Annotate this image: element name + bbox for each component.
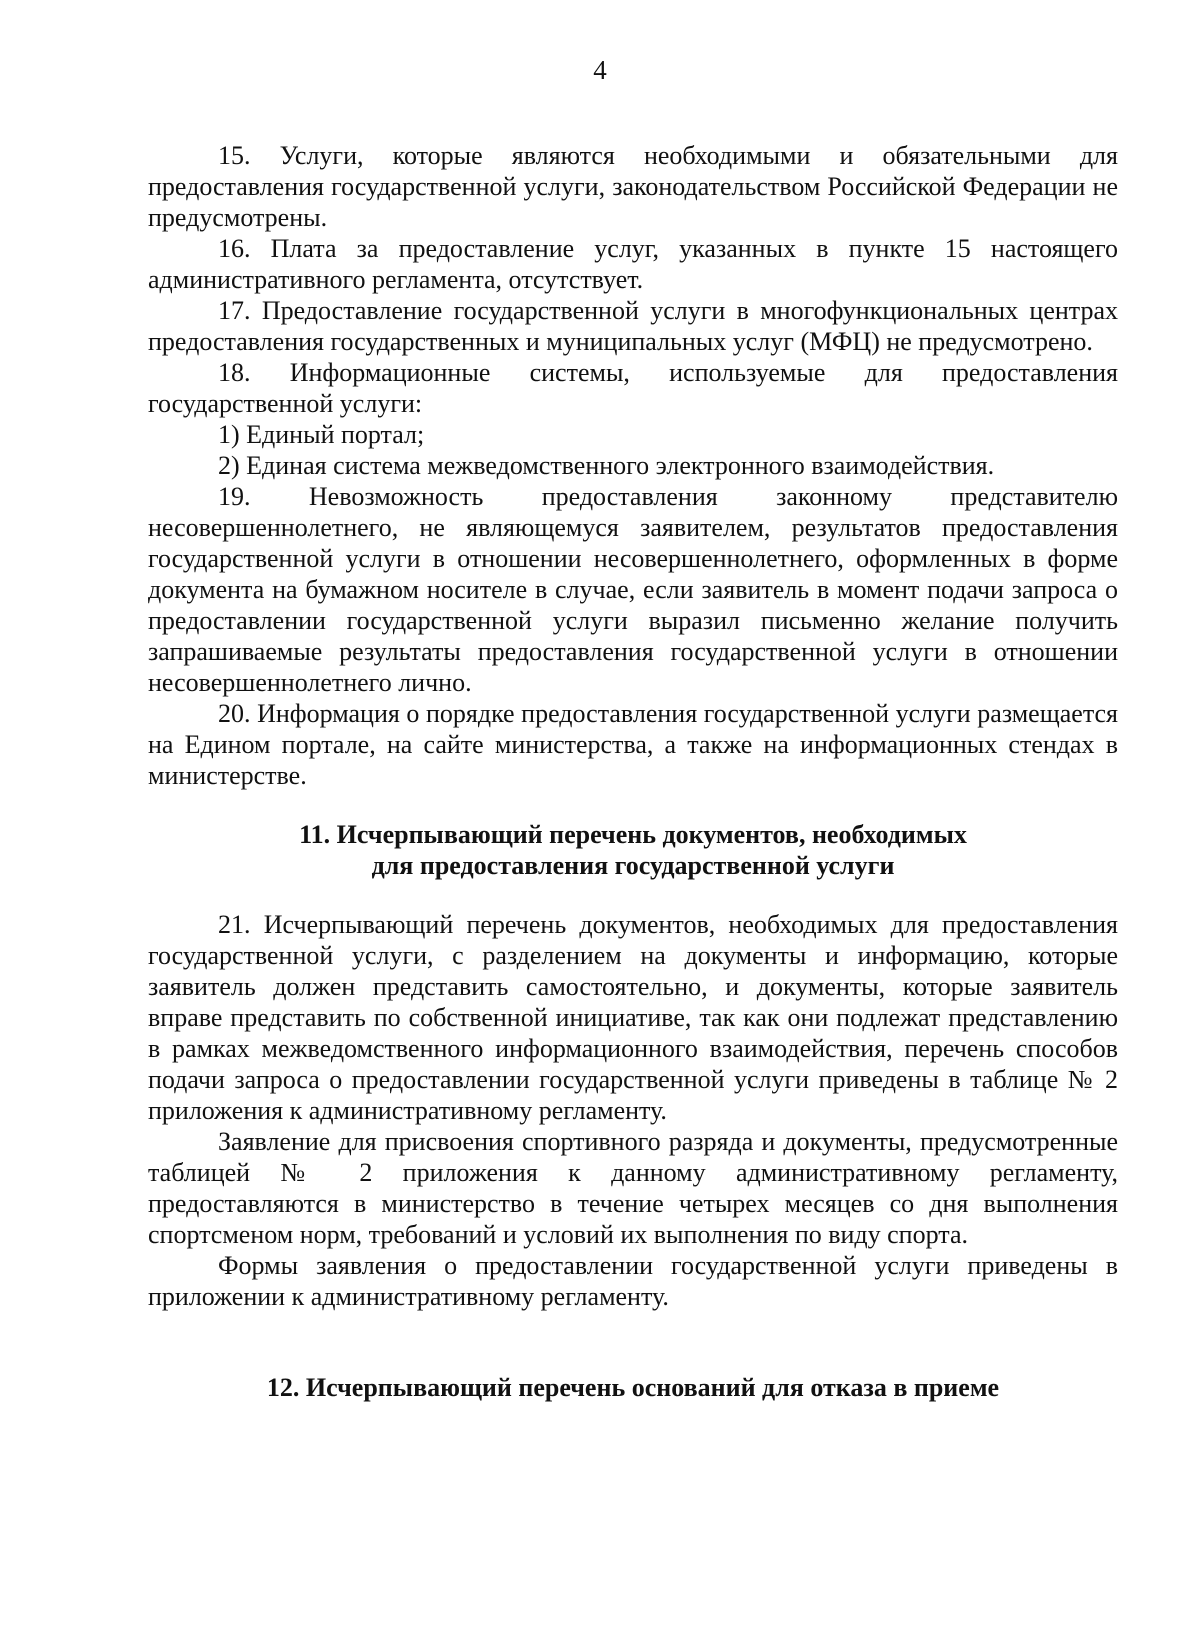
page-number: 4 (593, 55, 607, 85)
paragraph-19: 19. Невозможность предоставления законному представителю несовершеннолетнего, не являющемуся заявителем, результатов предоставления государственной услуги в отношении несовершеннолетнего, оформленных в форме документа на бумажном носителе в случае, если заявитель в момент подачи запроса о предоставлении государственной услуги выразил письменно желание получить запрашиваемые результаты предоставления государственной услуги в отношении несовершеннолетнего лично. (148, 482, 1118, 697)
paragraph-21: 21. Исчерпывающий перечень документов, необходимых для предоставления государственной услуги, с разделением на документы и информацию, которые заявитель должен представить самостоятельно, и документы, которые заявитель вправе представить по собственной инициативе, так как они подлежат представлению в рамках межведомственного информационного взаимодействия, перечень способов подачи запроса о предоставлении государственной услуги приведены в таблице № 2 приложения к административному регламенту. (148, 910, 1118, 1125)
paragraph-16: 16. Плата за предоставление услуг, указанных в пункте 15 настоящего административного регламента, отсутствует. (148, 234, 1118, 294)
paragraph-17: 17. Предоставление государственной услуги в многофункциональных центрах предоставления государственных и муниципальных услуг (МФЦ) не предусмотрено. (148, 296, 1118, 356)
paragraph-application-deadline: Заявление для присвоения спортивного разряда и документы, предусмотренные таблицей № 2 приложения к данному административному регламенту, предоставляются в министерство в течение четырех месяцев со дня выполнения спортсменом норм, требований и условий их выполнения по виду спорта. (148, 1127, 1118, 1249)
section-heading-11 (148, 819, 1118, 881)
document-body (148, 140, 1118, 1403)
section-heading-12 (148, 1372, 1118, 1403)
section-heading-11-line-1: 11. Исчерпывающий перечень документов, необходимых (299, 820, 967, 849)
paragraph-15: 15. Услуги, которые являются необходимыми и обязательными для предоставления государственной услуги, законодательством Российской Федерации не предусмотрены. (148, 141, 1118, 232)
section-heading-11-line-2: для предоставления государственной услуги (371, 851, 895, 880)
list-item-1: 1) Единый портал; (218, 420, 425, 449)
section-heading-12-line-1: 12. Исчерпывающий перечень оснований для отказа в приеме (266, 1373, 1000, 1402)
list-item-2: 2) Единая система межведомственного электронного взаимодействия. (218, 451, 995, 480)
paragraph-application-forms: Формы заявления о предоставлении государственной услуги приведены в приложении к административному регламенту. (148, 1251, 1118, 1311)
paragraph-20: 20. Информация о порядке предоставления государственной услуги размещается на Едином портале, на сайте министерства, а также на информационных стендах в министерстве. (148, 699, 1118, 790)
paragraph-18: 18. Информационные системы, используемые для предоставления государственной услуги: (148, 358, 1118, 418)
